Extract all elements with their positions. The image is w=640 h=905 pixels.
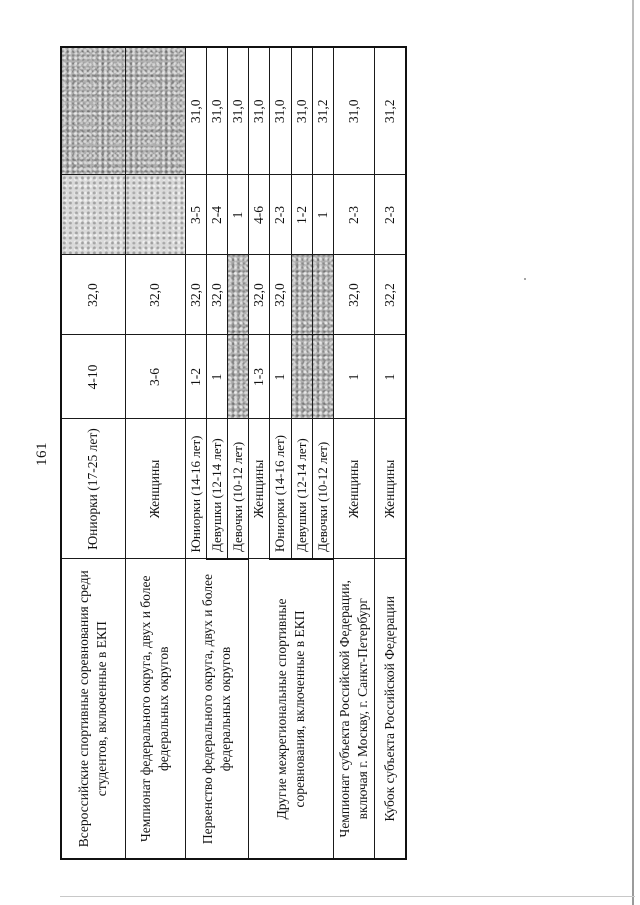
value-cell: 31,2 <box>312 47 333 175</box>
competition-name-cell: Чемпионат федерального округа, двух и более федеральных округов <box>125 559 185 859</box>
page-edge <box>632 0 634 905</box>
shaded-cell <box>312 335 333 419</box>
shaded-cell <box>291 335 312 419</box>
group-cell: Женщины <box>248 419 269 559</box>
places-cell: 1 <box>312 175 333 255</box>
group-cell: Юниорки (14-16 лет) <box>185 419 206 559</box>
group-cell: Юниорки (17-25 лет) <box>61 419 125 559</box>
group-cell: Девушки (12-14 лет) <box>291 419 312 559</box>
value-cell: 31,0 <box>248 47 269 175</box>
value-cell: 32,0 <box>185 255 206 335</box>
places-cell: 1 <box>269 335 291 419</box>
page-number: 161 <box>34 442 50 466</box>
places-cell: 1-2 <box>185 335 206 419</box>
value-cell: 31,0 <box>227 47 248 175</box>
places-cell: 1-3 <box>248 335 269 419</box>
value-cell: 32,2 <box>374 255 406 335</box>
value-cell: 31,2 <box>374 47 406 175</box>
value-cell: 32,0 <box>333 255 374 335</box>
table-row <box>374 47 406 859</box>
value-cell: 31,0 <box>333 47 374 175</box>
places-cell: 1 <box>206 335 227 419</box>
table-row <box>248 47 269 859</box>
group-cell: Женщины <box>333 419 374 559</box>
places-cell: 3-5 <box>185 175 206 255</box>
places-cell: 4-10 <box>61 335 125 419</box>
places-cell: 1 <box>227 175 248 255</box>
group-cell: Девочки (10-12 лет) <box>312 419 333 559</box>
value-cell: 32,0 <box>269 255 291 335</box>
group-cell: Девушки (12-14 лет) <box>206 419 227 559</box>
rotated-table-block <box>34 48 397 860</box>
value-cell: 31,0 <box>269 47 291 175</box>
places-cell: 3-6 <box>125 335 185 419</box>
scan-speck <box>524 278 526 280</box>
qualification-table <box>60 46 407 860</box>
places-cell: 4-6 <box>248 175 269 255</box>
table-row <box>61 47 125 859</box>
competition-name-cell: Первенство федерального округа, двух и более федеральных округов <box>185 559 248 859</box>
shaded-cell <box>312 255 333 335</box>
table-row <box>125 47 185 859</box>
shaded-cell <box>291 255 312 335</box>
value-cell: 32,0 <box>206 255 227 335</box>
competition-name-cell: Всероссийские спортивные соревнования среди студентов, включенные в ЕКП <box>61 559 125 859</box>
value-cell: 32,0 <box>61 255 125 335</box>
places-cell: 2-3 <box>333 175 374 255</box>
table-row <box>185 47 206 859</box>
places-cell: 1 <box>333 335 374 419</box>
shaded-cell <box>61 175 125 255</box>
shaded-cell <box>227 255 248 335</box>
page-bottom-line <box>60 896 635 897</box>
shaded-cell <box>125 47 185 175</box>
places-cell: 1-2 <box>291 175 312 255</box>
shaded-cell <box>125 175 185 255</box>
value-cell: 32,0 <box>248 255 269 335</box>
places-cell: 2-3 <box>374 175 406 255</box>
competition-name-cell: Чемпионат субъекта Российской Федерации, включая г. Москву, г. Санкт-Петербург <box>333 559 374 859</box>
value-cell: 31,0 <box>291 47 312 175</box>
competition-name-cell: Другие межрегиональные спортивные соревнования, включенные в ЕКП <box>248 559 333 859</box>
group-cell: Девочки (10-12 лет) <box>227 419 248 559</box>
group-cell: Женщины <box>374 419 406 559</box>
places-cell: 2-3 <box>269 175 291 255</box>
shaded-cell <box>61 47 125 175</box>
table-row <box>333 47 374 859</box>
value-cell: 32,0 <box>125 255 185 335</box>
shaded-cell <box>227 335 248 419</box>
group-cell: Женщины <box>125 419 185 559</box>
value-cell: 31,0 <box>206 47 227 175</box>
value-cell: 31,0 <box>185 47 206 175</box>
places-cell: 1 <box>374 335 406 419</box>
group-cell: Юниорки (14-16 лет) <box>269 419 291 559</box>
competition-name-cell: Кубок субъекта Российской Федерации <box>374 559 406 859</box>
places-cell: 2-4 <box>206 175 227 255</box>
